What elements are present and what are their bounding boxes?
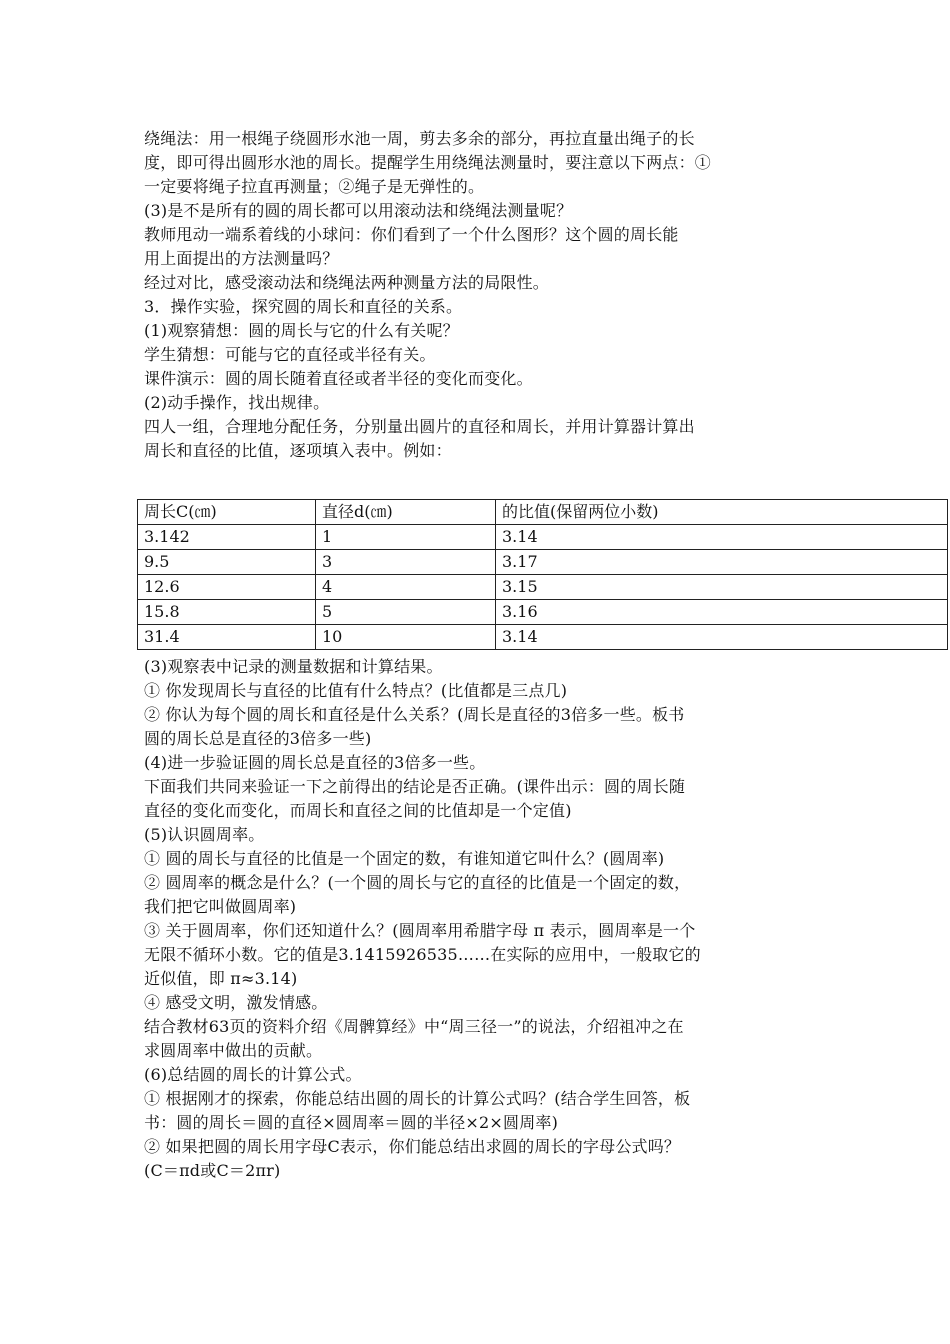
paragraph-line: (6)总结圆的周长的计算公式。 bbox=[144, 1065, 362, 1084]
cell-circumference: 15.8 bbox=[138, 600, 316, 625]
header-ratio: 的比值(保留两位小数) bbox=[496, 500, 948, 525]
cell-circumference: 3.142 bbox=[138, 525, 316, 550]
paragraph-line: 度，即可得出圆形水池的周长。提醒学生用绕绳法测量时，要注意以下两点：① bbox=[144, 153, 712, 172]
measurement-table bbox=[137, 499, 948, 650]
paragraph-line: 结合教材63页的资料介绍《周髀算经》中“周三径一”的说法，介绍祖冲之在 bbox=[144, 1017, 684, 1036]
cell-circumference: 9.5 bbox=[138, 550, 316, 575]
table-row bbox=[138, 625, 948, 650]
paragraph-line: ① 你发现周长与直径的比值有什么特点？(比值都是三点几) bbox=[144, 681, 568, 700]
cell-circumference: 12.6 bbox=[138, 575, 316, 600]
header-diameter: 直径d(㎝) bbox=[316, 500, 496, 525]
cell-ratio: 3.16 bbox=[496, 600, 948, 625]
table-row bbox=[138, 600, 948, 625]
table-row bbox=[138, 575, 948, 600]
cell-diameter: 1 bbox=[316, 525, 496, 550]
paragraph-line: (1)观察猜想：圆的周长与它的什么有关呢？ bbox=[144, 321, 459, 340]
header-circumference: 周长C(㎝) bbox=[138, 500, 316, 525]
paragraph-line: 绕绳法：用一根绳子绕圆形水池一周，剪去多余的部分，再拉直量出绳子的长 bbox=[144, 129, 695, 148]
paragraph-line: 我们把它叫做圆周率) bbox=[144, 897, 297, 916]
paragraph-line: 周长和直径的比值，逐项填入表中。例如： bbox=[144, 441, 452, 460]
cell-circumference: 31.4 bbox=[138, 625, 316, 650]
paragraph-line: ② 如果把圆的周长用字母C表示，你们能总结出求圆的周长的字母公式吗？ bbox=[144, 1137, 681, 1156]
cell-ratio: 3.14 bbox=[496, 625, 948, 650]
paragraph-line: (2)动手操作，找出规律。 bbox=[144, 393, 330, 412]
paragraph-line: (4)进一步验证圆的周长总是直径的3倍多一些。 bbox=[144, 753, 486, 772]
paragraph-line: ② 圆周率的概念是什么？(一个圆的周长与它的直径的比值是一个固定的数， bbox=[144, 873, 691, 892]
text-block-before-table bbox=[144, 127, 810, 463]
paragraph-line: 用上面提出的方法测量吗？ bbox=[144, 249, 339, 268]
table-row bbox=[138, 550, 948, 575]
table-row bbox=[138, 525, 948, 550]
paragraph-line: (3)观察表中记录的测量数据和计算结果。 bbox=[144, 657, 443, 676]
paragraph-line: 圆的周长总是直径的3倍多一些) bbox=[144, 729, 372, 748]
cell-ratio: 3.17 bbox=[496, 550, 948, 575]
cell-ratio: 3.15 bbox=[496, 575, 948, 600]
table-header-row bbox=[138, 500, 948, 525]
paragraph-line: 经过对比，感受滚动法和绕绳法两种测量方法的局限性。 bbox=[144, 273, 550, 292]
cell-diameter: 10 bbox=[316, 625, 496, 650]
cell-ratio: 3.14 bbox=[496, 525, 948, 550]
paragraph-line: 下面我们共同来验证一下之前得出的结论是否正确。(课件出示：圆的周长随 bbox=[144, 777, 686, 796]
cell-diameter: 3 bbox=[316, 550, 496, 575]
text-block-after-table bbox=[144, 655, 810, 1183]
paragraph-line: 近似值，即 π≈3.14) bbox=[144, 969, 298, 988]
section-heading: 3．操作实验，探究圆的周长和直径的关系。 bbox=[144, 297, 463, 316]
cell-diameter: 5 bbox=[316, 600, 496, 625]
paragraph-line: 无限不循环小数。它的值是3.1415926535……在实际的应用中，一般取它的 bbox=[144, 945, 701, 964]
paragraph-line: 教师甩动一端系着线的小球问：你们看到了一个什么图形？这个圆的周长能 bbox=[144, 225, 679, 244]
paragraph-line: ① 根据刚才的探索，你能总结出圆的周长的计算公式吗？(结合学生回答，板 bbox=[144, 1089, 691, 1108]
paragraph-line: 求圆周率中做出的贡献。 bbox=[144, 1041, 323, 1060]
paragraph-line: 一定要将绳子拉直再测量；②绳子是无弹性的。 bbox=[144, 177, 485, 196]
paragraph-line: (C＝πd或C＝2πr) bbox=[144, 1161, 281, 1180]
paragraph-line: 直径的变化而变化，而周长和直径之间的比值却是一个定值) bbox=[144, 801, 572, 820]
paragraph-line: ③ 关于圆周率，你们还知道什么？(圆周率用希腊字母 π 表示，圆周率是一个 bbox=[144, 921, 696, 940]
paragraph-line: ① 圆的周长与直径的比值是一个固定的数，有谁知道它叫什么？(圆周率) bbox=[144, 849, 665, 868]
paragraph-line: 学生猜想：可能与它的直径或半径有关。 bbox=[144, 345, 436, 364]
paragraph-line: 书：圆的周长＝圆的直径×圆周率＝圆的半径×2×圆周率) bbox=[144, 1113, 559, 1132]
paragraph-line: 四人一组，合理地分配任务，分别量出圆片的直径和周长，并用计算器计算出 bbox=[144, 417, 695, 436]
paragraph-line: (5)认识圆周率。 bbox=[144, 825, 265, 844]
paragraph-line: ④ 感受文明，激发情感。 bbox=[144, 993, 328, 1012]
paragraph-line: ② 你认为每个圆的周长和直径是什么关系？(周长是直径的3倍多一些。板书 bbox=[144, 705, 685, 724]
paragraph-line: (3)是不是所有的圆的周长都可以用滚动法和绕绳法测量呢？ bbox=[144, 201, 573, 220]
cell-diameter: 4 bbox=[316, 575, 496, 600]
paragraph-line: 课件演示：圆的周长随着直径或者半径的变化而变化。 bbox=[144, 369, 533, 388]
